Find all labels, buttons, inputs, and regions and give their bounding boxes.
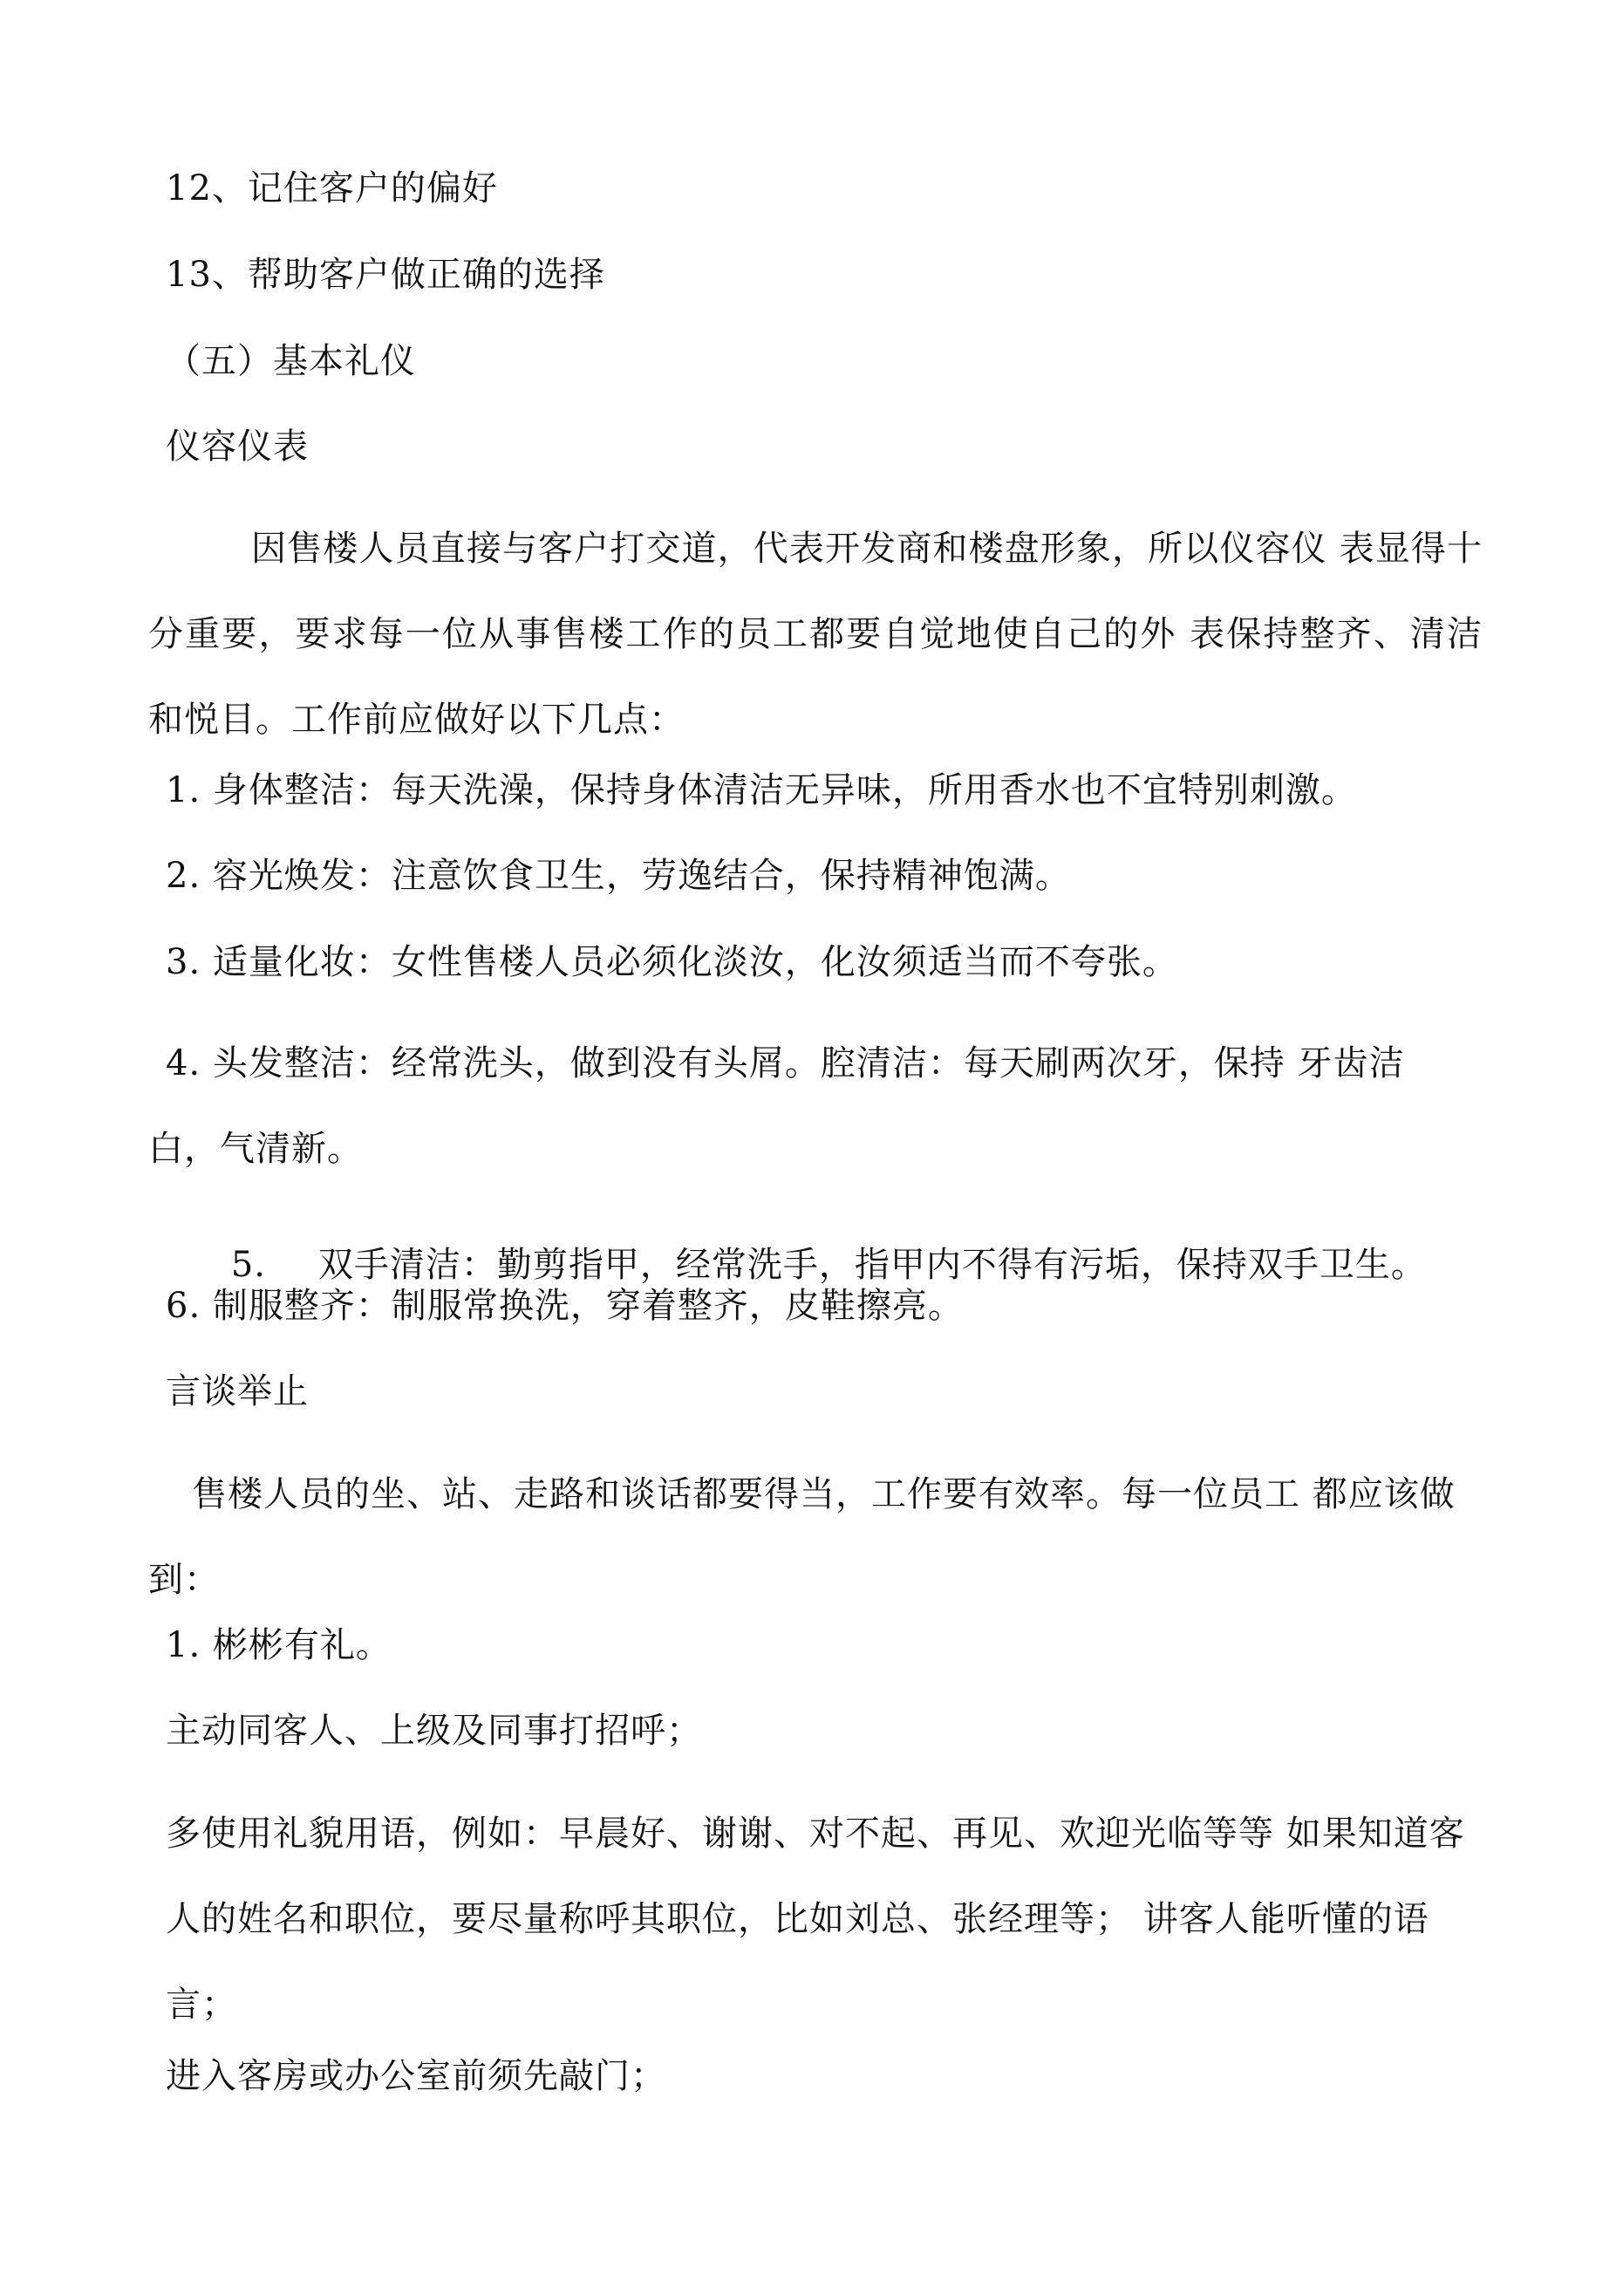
list-item-13: 13、帮助客户做正确的选择 xyxy=(166,255,605,295)
manners-paragraph-polite-language: 多使用礼貌用语，例如：早晨好、谢谢、对不起、再见、欢迎光临等等 如果知道客人的姓名和职位，要尽量称呼其职位，比如刘总、张经理等； 讲客人能听懂的语言； xyxy=(166,1814,1465,2025)
appearance-item-3: 3. 适量化妆：女性售楼人员必须化淡汝，化汝须适当而不夸张。 xyxy=(166,942,1178,982)
paragraph-appearance-intro: 因售楼人员直接与客户打交道，代表开发商和楼盘形象，所以仪容仪 表显得十分重要，要求每一位从事售楼工作的员工都要自觉地使自己的外 表保持整齐、清洁和悦目。工作前应做好以下几点： xyxy=(148,529,1483,740)
subsection-heading-appearance: 仪容仪表 xyxy=(166,427,309,467)
appearance-item-4-line-1: 4. 头发整洁：经常洗头，做到没有头屑。腔清洁：每天刷两次牙，保持 牙齿洁 xyxy=(166,1043,1405,1083)
appearance-item-5-text: 双手清洁：勤剪指甲，经常洗手，指甲内不得有污垢，保持双手卫生。 xyxy=(317,1245,1427,1285)
appearance-item-5-number: 5. xyxy=(230,1245,267,1285)
appearance-item-1: 1. 身体整洁：每天洗澡，保持身体清洁无异味，所用香水也不宜特别刺激。 xyxy=(166,770,1357,810)
manners-line-greeting: 主动同客人、上级及同事打招呼； xyxy=(166,1711,702,1751)
manners-line-knock: 进入客房或办公室前须先敲门； xyxy=(166,2056,666,2096)
manners-item-1: 1. 彬彬有礼。 xyxy=(166,1625,392,1665)
paragraph-manners-intro: 售楼人员的坐、站、走路和谈话都要得当，工作要有效率。每一位员工 都应该做到： xyxy=(148,1474,1456,1600)
appearance-item-2: 2. 容光焕发：注意饮食卫生，劳逸结合，保持精神饱满。 xyxy=(166,856,1071,896)
section-heading: （五）基本礼仪 xyxy=(166,341,416,381)
appearance-item-4 xyxy=(148,1021,1483,1192)
appearance-item-6: 6. 制服整齐：制服常换洗，穿着整齐，皮鞋擦亮。 xyxy=(166,1286,964,1326)
list-item-12: 12、记住客户的偏好 xyxy=(166,168,498,208)
subsection-heading-manners: 言谈举止 xyxy=(166,1371,309,1411)
appearance-item-4-line-2: 白，气清新。 xyxy=(148,1129,363,1169)
